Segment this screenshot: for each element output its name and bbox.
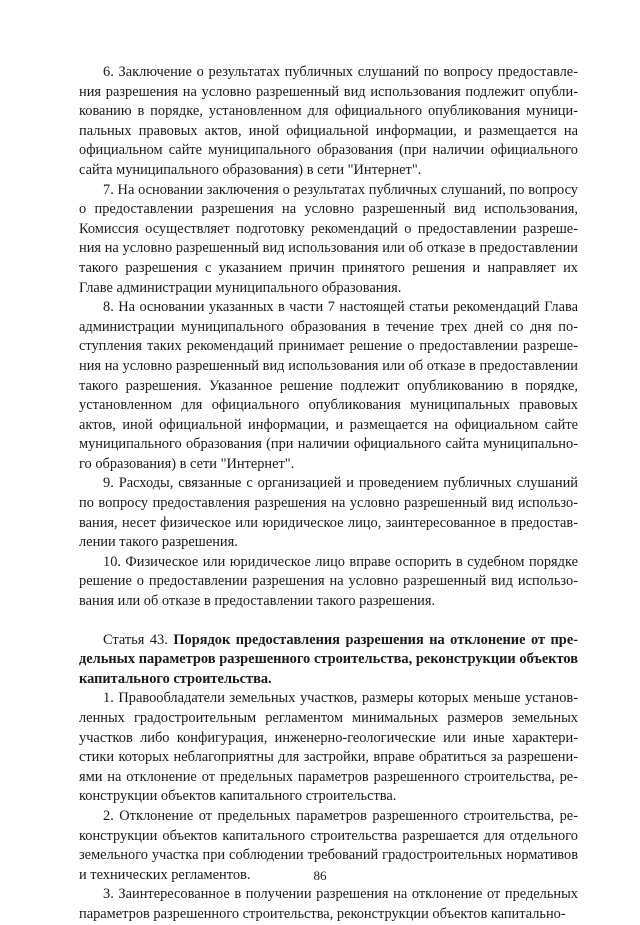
- paragraph-6: 6. Заключение о результатах публичных слушаний по вопросу предоставления разрешения на условно разрешенный вид использования подлежит опубликованию в порядке, установленном для официального опубликования муниципальных правовых актов, иной официальной информации, и размещается на официальном сайте муниципального образования (при наличии официального сайта муниципального образования) в сети "Интернет".: [79, 64, 578, 178]
- document-body: [79, 63, 578, 925]
- paragraph-10: 10. Физическое или юридическое лицо вправе оспорить в судебном порядке решение о предоставлении разрешения на условно разрешенный вид использования или об отказе в предоставлении такого разрешения.: [79, 553, 578, 610]
- article-paragraph-2: 2. Отклонение от предельных параметров разрешенного строительства, реконструкции объектов капитального строительства разрешается для отдельного земельного участка при соблюдении требований градостроительных нормативов и технических регламентов.: [79, 807, 578, 883]
- article-paragraph-3: 3. Заинтересованное в получении разрешения на отклонение от предельных параметров разрешенного строительства, реконструкции объектов капитально-: [79, 886, 578, 922]
- paragraph-8: 8. На основании указанных в части 7 настоящей статьи рекомендаций Глава администрации муниципального образования в течение трех дней со дня поступления таких рекомендаций принимает решение о предоставлении разрешения на условно разрешенный вид использования или об отказе в предоставлении такого разрешения. Указанное решение подлежит опубликованию в порядке, установленном для официального опубликования муниципальных правовых актов, иной официальной информации, и размещается на официальном сайте муниципального образования (при наличии официального сайта муниципального образования) в сети "Интернет".: [79, 299, 578, 472]
- paragraph-9: 9. Расходы, связанные с организацией и проведением публичных слушаний по вопросу предоставления разрешения на условно разрешенный вид использования, несет физическое или юридическое лицо, заинтересованное в предоставлении такого разрешения.: [79, 475, 578, 551]
- paragraph-7: 7. На основании заключения о результатах публичных слушаний, по вопросу о предоставлении разрешения на условно разрешенный вид использования, Комиссия осуществляет подготовку рекомендаций о предоставлении разрешения на условно разрешенный вид использования или об отказе в предоставлении такого разрешения с указанием причин принятого решения и направляет их Главе администрации муниципального образования.: [79, 181, 578, 296]
- section-gap: [79, 612, 578, 631]
- article-heading: [79, 631, 578, 690]
- page-number: 86: [313, 868, 327, 883]
- article-paragraph-1: 1. Правообладатели земельных участков, размеры которых меньше установленных градостроительным регламентом минимальных размеров земельных участков либо конфигурация, инженерно-геологические или иные характеристики которых неблагоприятны для застройки, вправе обратиться за разрешениями на отклонение от предельных параметров разрешенного строительства, реконструкции объектов капитального строительства.: [79, 690, 578, 805]
- article-label: Статья 43.: [103, 631, 174, 648]
- article-title: Порядок предоставления разрешения на отклонение от предельных параметров разрешенного строительства, реконструкции объектов капитального строительства.: [79, 631, 578, 687]
